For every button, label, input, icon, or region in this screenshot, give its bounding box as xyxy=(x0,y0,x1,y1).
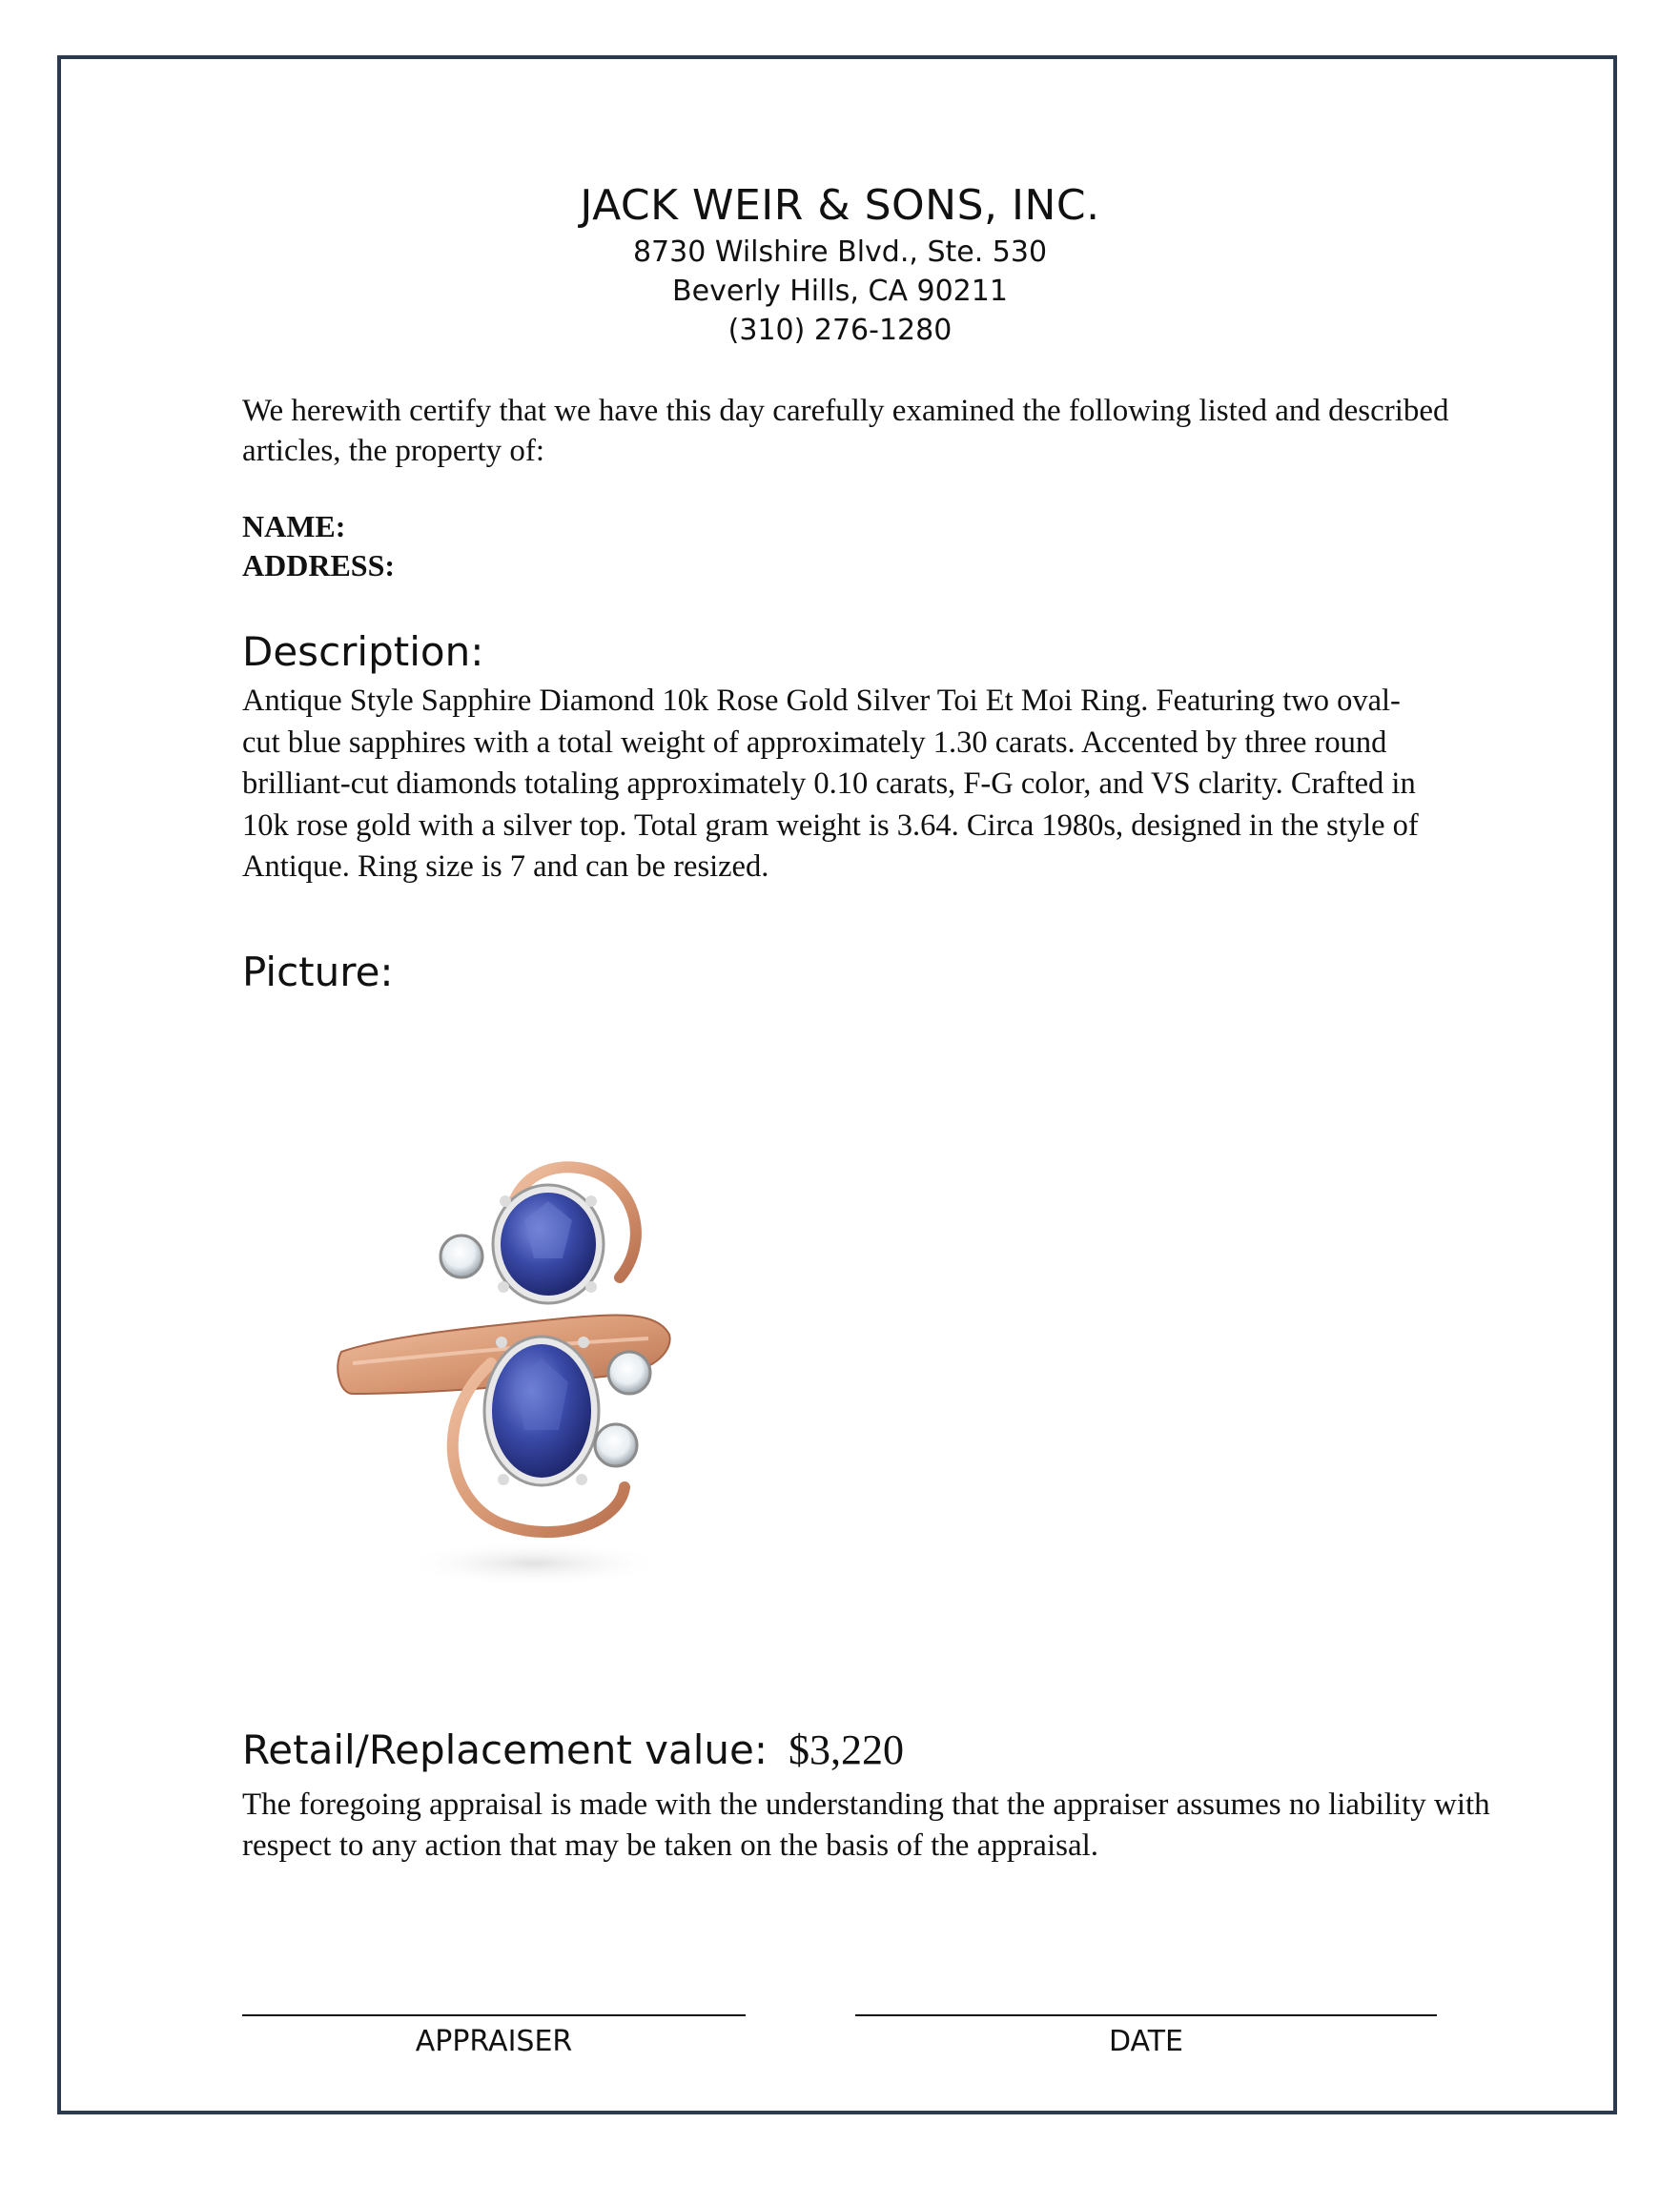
certification-statement: We herewith certify that we have this day carefully examined the following listed and described articles, the property of: xyxy=(242,394,1449,468)
date-label: DATE xyxy=(1108,2025,1184,2058)
date-signature-line xyxy=(855,2014,1437,2016)
owner-fields xyxy=(242,507,1482,585)
value-amount: $3,220 xyxy=(789,1726,905,1773)
picture-heading: Picture: xyxy=(242,949,394,995)
address-label: ADDRESS: xyxy=(242,548,396,582)
address-line-2: Beverly Hills, CA 90211 xyxy=(672,275,1008,308)
name-label: NAME: xyxy=(242,509,346,543)
company-name: JACK WEIR & SONS, INC. xyxy=(580,181,1100,230)
ring-photo xyxy=(334,1144,868,1621)
letterhead xyxy=(0,179,1680,350)
description-text: Antique Style Sapphire Diamond 10k Rose Gold Silver Toi Et Moi Ring. Featuring two oval-cut blue sapphires with a total weight of approximately 1.30 carats. Accented by three round brilliant-cut diamonds totaling approximately 0.10 carats, F-G color, and VS clarity. Crafted in 10k rose gold with a silver top. Total gram weight is 3.64. Circa 1980s, designed in the style of Antique. Ring size is 7 and can be resized. xyxy=(242,684,1419,884)
address-line-1: 8730 Wilshire Blvd., Ste. 530 xyxy=(632,235,1048,269)
phone-number: (310) 276-1280 xyxy=(727,314,953,347)
disclaimer-text: The foregoing appraisal is made with the understanding that the appraiser assumes no liability with respect to any action that may be taken on the basis of the appraisal. xyxy=(242,1787,1490,1863)
description-heading: Description: xyxy=(242,628,484,675)
appraiser-signature-line xyxy=(242,2014,746,2016)
appraiser-label: APPRAISER xyxy=(415,2025,573,2058)
value-label: Retail/Replacement value: xyxy=(242,1726,768,1773)
valuation-line xyxy=(242,1726,1482,1775)
